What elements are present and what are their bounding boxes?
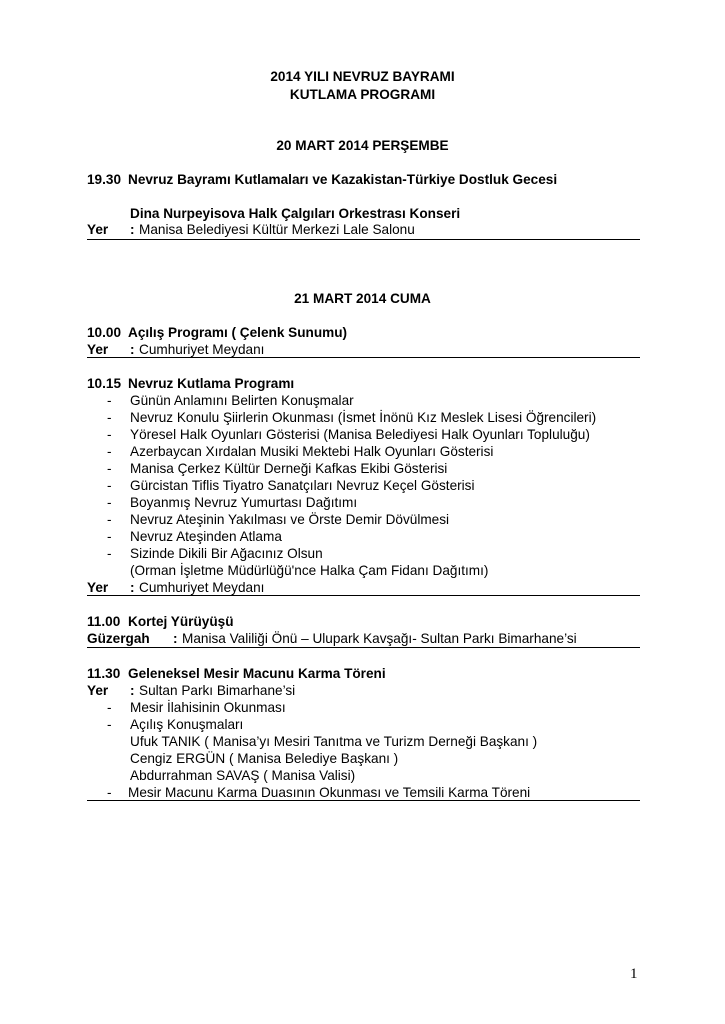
speaker: Cengiz ERGÜN ( Manisa Belediye Başkanı ): [130, 751, 399, 766]
event-1-place: Cumhuriyet Meydanı: [139, 342, 265, 357]
list-bullet: -: [107, 529, 112, 544]
speaker: Abdurrahman SAVAŞ ( Manisa Valisi): [130, 768, 356, 783]
list-item: Manisa Çerkez Kültür Derneği Kafkas Ekibi Gösterisi: [130, 461, 448, 476]
section-divider: [87, 239, 640, 240]
event-1-title: Açılış Programı ( Çelenk Sunumu): [128, 325, 348, 340]
event-2-time: 10.15: [87, 376, 122, 391]
event-3-route-label: Güzergah: [87, 631, 150, 646]
list-item: Gürcistan Tiflis Tiyatro Sanatçıları Nevruz Keçel Gösterisi: [130, 478, 475, 493]
list-bullet: -: [107, 785, 112, 800]
day-1-concert-title: Dina Nurpeyisova Halk Çalgıları Orkestrası Konseri: [130, 206, 461, 221]
event-2-place-colon: :: [130, 580, 135, 595]
list-bullet: -: [107, 512, 112, 527]
list-item: Sizinde Dikili Bir Ağacınız Olsun: [130, 546, 323, 561]
list-item: Nevruz Konulu Şiirlerin Okunması (İsmet İnönü Kız Meslek Lisesi Öğrencileri): [130, 410, 597, 425]
list-bullet: -: [107, 495, 112, 510]
list-item: Nevruz Ateşinden Atlama: [130, 529, 282, 544]
list-item: Nevruz Ateşinin Yakılması ve Örste Demir Dövülmesi: [130, 512, 450, 527]
list-bullet: -: [107, 427, 112, 442]
event-4-time: 11.30: [87, 666, 121, 681]
event-1-place-colon: :: [130, 342, 135, 357]
day-1-event-time: 19.30: [87, 172, 122, 187]
event-1-place-label: Yer: [87, 342, 109, 357]
speaker: Ufuk TANIK ( Manisa’yı Mesiri Tanıtma ve Turizm Derneği Başkanı ): [130, 734, 538, 749]
list-item: Günün Anlamını Belirten Konuşmalar: [130, 393, 354, 408]
list-bullet: -: [107, 546, 112, 561]
document-title-line-1: 2014 YILI NEVRUZ BAYRAMI: [270, 69, 455, 84]
day-1-place: Manisa Belediyesi Kültür Merkezi Lale Salonu: [139, 222, 415, 237]
list-bullet: -: [107, 700, 112, 715]
list-bullet: -: [107, 478, 112, 493]
day-1-place-label: Yer: [87, 222, 109, 237]
event-2-place-label: Yer: [87, 580, 109, 595]
event-4-title: Geleneksel Mesir Macunu Karma Töreni: [128, 666, 386, 681]
event-4-place-colon: :: [130, 683, 135, 698]
day-1-place-colon: :: [130, 222, 135, 237]
list-item: Açılış Konuşmaları: [130, 717, 244, 732]
day-2-date: 21 MART 2014 CUMA: [294, 291, 431, 306]
list-item: Azerbaycan Xırdalan Musiki Mektebi Halk Oyunları Gösterisi: [130, 444, 494, 459]
list-item: Mesir İlahisinin Okunması: [130, 700, 286, 715]
event-3-route: Manisa Valiliği Önü – Ulupark Kavşağı- Sultan Parkı Bimarhane’si: [182, 631, 577, 646]
event-3-route-colon: :: [173, 631, 178, 646]
section-divider: [87, 800, 640, 801]
list-bullet: -: [107, 444, 112, 459]
list-bullet: -: [107, 461, 112, 476]
list-item: Boyanmış Nevruz Yumurtası Dağıtımı: [130, 495, 358, 510]
list-item-note: (Orman İşletme Müdürlüğü'nce Halka Çam Fidanı Dağıtımı): [130, 563, 489, 578]
day-1-event-title: Nevruz Bayramı Kutlamaları ve Kazakistan-Türkiye Dostluk Gecesi: [128, 172, 558, 187]
section-divider: [87, 357, 640, 358]
section-divider: [87, 595, 640, 596]
list-bullet: -: [107, 410, 112, 425]
list-item: Mesir Macunu Karma Duasının Okunması ve Temsili Karma Töreni: [128, 785, 531, 800]
page-number: 1: [630, 966, 638, 982]
event-2-place: Cumhuriyet Meydanı: [139, 580, 265, 595]
event-1-time: 10.00: [87, 325, 122, 340]
event-4-place-label: Yer: [87, 683, 109, 698]
document-title-line-2: KUTLAMA PROGRAMI: [289, 87, 436, 102]
list-bullet: -: [107, 717, 112, 732]
event-2-title: Nevruz Kutlama Programı: [128, 376, 295, 391]
section-divider: [87, 647, 640, 648]
event-4-place: Sultan Parkı Bimarhane’si: [139, 683, 296, 698]
list-bullet: -: [107, 393, 112, 408]
list-item: Yöresel Halk Oyunları Gösterisi (Manisa Belediyesi Halk Oyunları Topluluğu): [130, 427, 590, 442]
event-3-title: Kortej Yürüyüşü: [128, 614, 234, 629]
event-3-time: 11.00: [87, 614, 121, 629]
day-1-date: 20 MART 2014 PERŞEMBE: [276, 138, 449, 153]
